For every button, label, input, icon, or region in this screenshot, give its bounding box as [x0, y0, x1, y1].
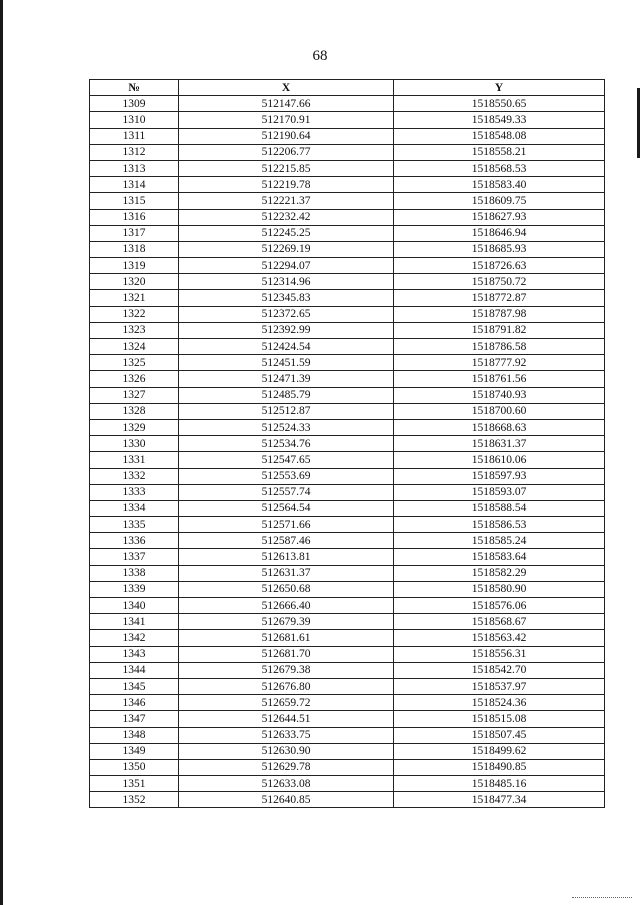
cell-number: 1348 — [90, 727, 179, 743]
cell-number: 1347 — [90, 711, 179, 727]
cell-x: 512269.19 — [179, 241, 394, 257]
cell-x: 512571.66 — [179, 517, 394, 533]
cell-y: 1518593.07 — [394, 484, 605, 500]
cell-x: 512372.65 — [179, 306, 394, 322]
cell-number: 1321 — [90, 290, 179, 306]
cell-y: 1518586.53 — [394, 517, 605, 533]
cell-x: 512640.85 — [179, 792, 394, 808]
cell-y: 1518490.85 — [394, 759, 605, 775]
cell-x: 512392.99 — [179, 322, 394, 338]
cell-x: 512613.81 — [179, 549, 394, 565]
cell-y: 1518583.40 — [394, 177, 605, 193]
cell-number: 1318 — [90, 241, 179, 257]
table-row — [90, 96, 605, 112]
table-row — [90, 436, 605, 452]
table-row — [90, 662, 605, 678]
cell-number: 1342 — [90, 630, 179, 646]
cell-x: 512681.61 — [179, 630, 394, 646]
cell-number: 1335 — [90, 517, 179, 533]
cell-x: 512170.91 — [179, 112, 394, 128]
cell-y: 1518542.70 — [394, 662, 605, 678]
cell-y: 1518631.37 — [394, 436, 605, 452]
cell-y: 1518499.62 — [394, 743, 605, 759]
cell-number: 1334 — [90, 500, 179, 516]
cell-number: 1336 — [90, 533, 179, 549]
table-row — [90, 339, 605, 355]
cell-x: 512245.25 — [179, 225, 394, 241]
cell-number: 1341 — [90, 614, 179, 630]
cell-x: 512232.42 — [179, 209, 394, 225]
table-row — [90, 533, 605, 549]
table-row — [90, 727, 605, 743]
coordinates-table — [89, 79, 605, 808]
cell-number: 1322 — [90, 306, 179, 322]
table-row — [90, 274, 605, 290]
table-row — [90, 403, 605, 419]
cell-x: 512633.75 — [179, 727, 394, 743]
cell-y: 1518580.90 — [394, 581, 605, 597]
table-row — [90, 549, 605, 565]
cell-number: 1326 — [90, 371, 179, 387]
cell-x: 512534.76 — [179, 436, 394, 452]
cell-x: 512215.85 — [179, 160, 394, 176]
table-row — [90, 759, 605, 775]
cell-x: 512424.54 — [179, 339, 394, 355]
cell-x: 512190.64 — [179, 128, 394, 144]
cell-y: 1518537.97 — [394, 678, 605, 694]
table-row — [90, 371, 605, 387]
cell-y: 1518477.34 — [394, 792, 605, 808]
table-row — [90, 193, 605, 209]
cell-x: 512345.83 — [179, 290, 394, 306]
cell-x: 512679.39 — [179, 614, 394, 630]
table-row — [90, 468, 605, 484]
table-row — [90, 517, 605, 533]
cell-y: 1518515.08 — [394, 711, 605, 727]
cell-x: 512219.78 — [179, 177, 394, 193]
cell-y: 1518668.63 — [394, 419, 605, 435]
cell-y: 1518761.56 — [394, 371, 605, 387]
cell-y: 1518568.67 — [394, 614, 605, 630]
cell-y: 1518609.75 — [394, 193, 605, 209]
cell-x: 512629.78 — [179, 759, 394, 775]
cell-y: 1518549.33 — [394, 112, 605, 128]
cell-y: 1518685.93 — [394, 241, 605, 257]
table-row — [90, 160, 605, 176]
cell-number: 1319 — [90, 258, 179, 274]
cell-y: 1518576.06 — [394, 598, 605, 614]
table-row — [90, 776, 605, 792]
cell-y: 1518558.21 — [394, 144, 605, 160]
table-row — [90, 112, 605, 128]
cell-y: 1518700.60 — [394, 403, 605, 419]
table-row — [90, 711, 605, 727]
table-header-row — [90, 80, 605, 96]
cell-y: 1518568.53 — [394, 160, 605, 176]
cell-number: 1352 — [90, 792, 179, 808]
cell-x: 512659.72 — [179, 695, 394, 711]
cell-y: 1518582.29 — [394, 565, 605, 581]
cell-number: 1310 — [90, 112, 179, 128]
scan-left-edge — [0, 0, 3, 905]
cell-number: 1323 — [90, 322, 179, 338]
cell-number: 1327 — [90, 387, 179, 403]
cell-x: 512630.90 — [179, 743, 394, 759]
cell-x: 512587.46 — [179, 533, 394, 549]
table-row — [90, 144, 605, 160]
cell-number: 1349 — [90, 743, 179, 759]
cell-x: 512512.87 — [179, 403, 394, 419]
table-row — [90, 355, 605, 371]
table-row — [90, 565, 605, 581]
table-row — [90, 646, 605, 662]
cell-y: 1518772.87 — [394, 290, 605, 306]
table-row — [90, 695, 605, 711]
cell-y: 1518548.08 — [394, 128, 605, 144]
cell-x: 512147.66 — [179, 96, 394, 112]
cell-x: 512564.54 — [179, 500, 394, 516]
cell-y: 1518597.93 — [394, 468, 605, 484]
table-row — [90, 225, 605, 241]
cell-number: 1345 — [90, 678, 179, 694]
table-row — [90, 743, 605, 759]
cell-y: 1518786.58 — [394, 339, 605, 355]
cell-x: 512553.69 — [179, 468, 394, 484]
cell-y: 1518627.93 — [394, 209, 605, 225]
cell-x: 512681.70 — [179, 646, 394, 662]
cell-number: 1312 — [90, 144, 179, 160]
table-row — [90, 241, 605, 257]
cell-y: 1518588.54 — [394, 500, 605, 516]
cell-x: 512650.68 — [179, 581, 394, 597]
page-number: 68 — [312, 48, 328, 64]
cell-x: 512679.38 — [179, 662, 394, 678]
cell-number: 1350 — [90, 759, 179, 775]
cell-x: 512314.96 — [179, 274, 394, 290]
cell-y: 1518610.06 — [394, 452, 605, 468]
cell-x: 512557.74 — [179, 484, 394, 500]
cell-y: 1518563.42 — [394, 630, 605, 646]
cell-number: 1309 — [90, 96, 179, 112]
cell-number: 1333 — [90, 484, 179, 500]
scan-bottom-mark — [572, 897, 632, 899]
cell-y: 1518524.36 — [394, 695, 605, 711]
table-row — [90, 128, 605, 144]
cell-number: 1313 — [90, 160, 179, 176]
cell-y: 1518791.82 — [394, 322, 605, 338]
cell-number: 1330 — [90, 436, 179, 452]
cell-number: 1337 — [90, 549, 179, 565]
cell-y: 1518507.45 — [394, 727, 605, 743]
cell-x: 512666.40 — [179, 598, 394, 614]
cell-x: 512644.51 — [179, 711, 394, 727]
cell-number: 1328 — [90, 403, 179, 419]
cell-y: 1518740.93 — [394, 387, 605, 403]
table-row — [90, 484, 605, 500]
cell-number: 1316 — [90, 209, 179, 225]
cell-x: 512547.65 — [179, 452, 394, 468]
header-number: № — [90, 80, 179, 96]
cell-number: 1339 — [90, 581, 179, 597]
cell-y: 1518556.31 — [394, 646, 605, 662]
cell-number: 1343 — [90, 646, 179, 662]
cell-y: 1518726.63 — [394, 258, 605, 274]
table-row — [90, 614, 605, 630]
table-row — [90, 290, 605, 306]
cell-x: 512221.37 — [179, 193, 394, 209]
cell-x: 512206.77 — [179, 144, 394, 160]
table-row — [90, 630, 605, 646]
table-row — [90, 177, 605, 193]
table-row — [90, 419, 605, 435]
table-row — [90, 500, 605, 516]
table-row — [90, 452, 605, 468]
cell-x: 512451.59 — [179, 355, 394, 371]
cell-number: 1332 — [90, 468, 179, 484]
cell-number: 1324 — [90, 339, 179, 355]
cell-x: 512631.37 — [179, 565, 394, 581]
table-row — [90, 678, 605, 694]
cell-number: 1338 — [90, 565, 179, 581]
cell-x: 512524.33 — [179, 419, 394, 435]
cell-y: 1518646.94 — [394, 225, 605, 241]
cell-x: 512485.79 — [179, 387, 394, 403]
table-row — [90, 792, 605, 808]
cell-number: 1315 — [90, 193, 179, 209]
header-x: X — [179, 80, 394, 96]
table-row — [90, 598, 605, 614]
cell-y: 1518750.72 — [394, 274, 605, 290]
cell-number: 1325 — [90, 355, 179, 371]
cell-number: 1314 — [90, 177, 179, 193]
table-row — [90, 322, 605, 338]
cell-x: 512294.07 — [179, 258, 394, 274]
cell-x: 512471.39 — [179, 371, 394, 387]
cell-x: 512676.80 — [179, 678, 394, 694]
cell-y: 1518485.16 — [394, 776, 605, 792]
cell-number: 1329 — [90, 419, 179, 435]
table-row — [90, 581, 605, 597]
cell-y: 1518787.98 — [394, 306, 605, 322]
cell-number: 1320 — [90, 274, 179, 290]
cell-number: 1317 — [90, 225, 179, 241]
table-row — [90, 258, 605, 274]
cell-number: 1346 — [90, 695, 179, 711]
table-body — [90, 96, 605, 808]
cell-y: 1518777.92 — [394, 355, 605, 371]
cell-x: 512633.08 — [179, 776, 394, 792]
cell-y: 1518585.24 — [394, 533, 605, 549]
cell-number: 1331 — [90, 452, 179, 468]
cell-y: 1518550.65 — [394, 96, 605, 112]
cell-number: 1351 — [90, 776, 179, 792]
cell-number: 1344 — [90, 662, 179, 678]
cell-number: 1340 — [90, 598, 179, 614]
table-row — [90, 209, 605, 225]
table-row — [90, 306, 605, 322]
cell-number: 1311 — [90, 128, 179, 144]
header-y: Y — [394, 80, 605, 96]
cell-y: 1518583.64 — [394, 549, 605, 565]
table-row — [90, 387, 605, 403]
